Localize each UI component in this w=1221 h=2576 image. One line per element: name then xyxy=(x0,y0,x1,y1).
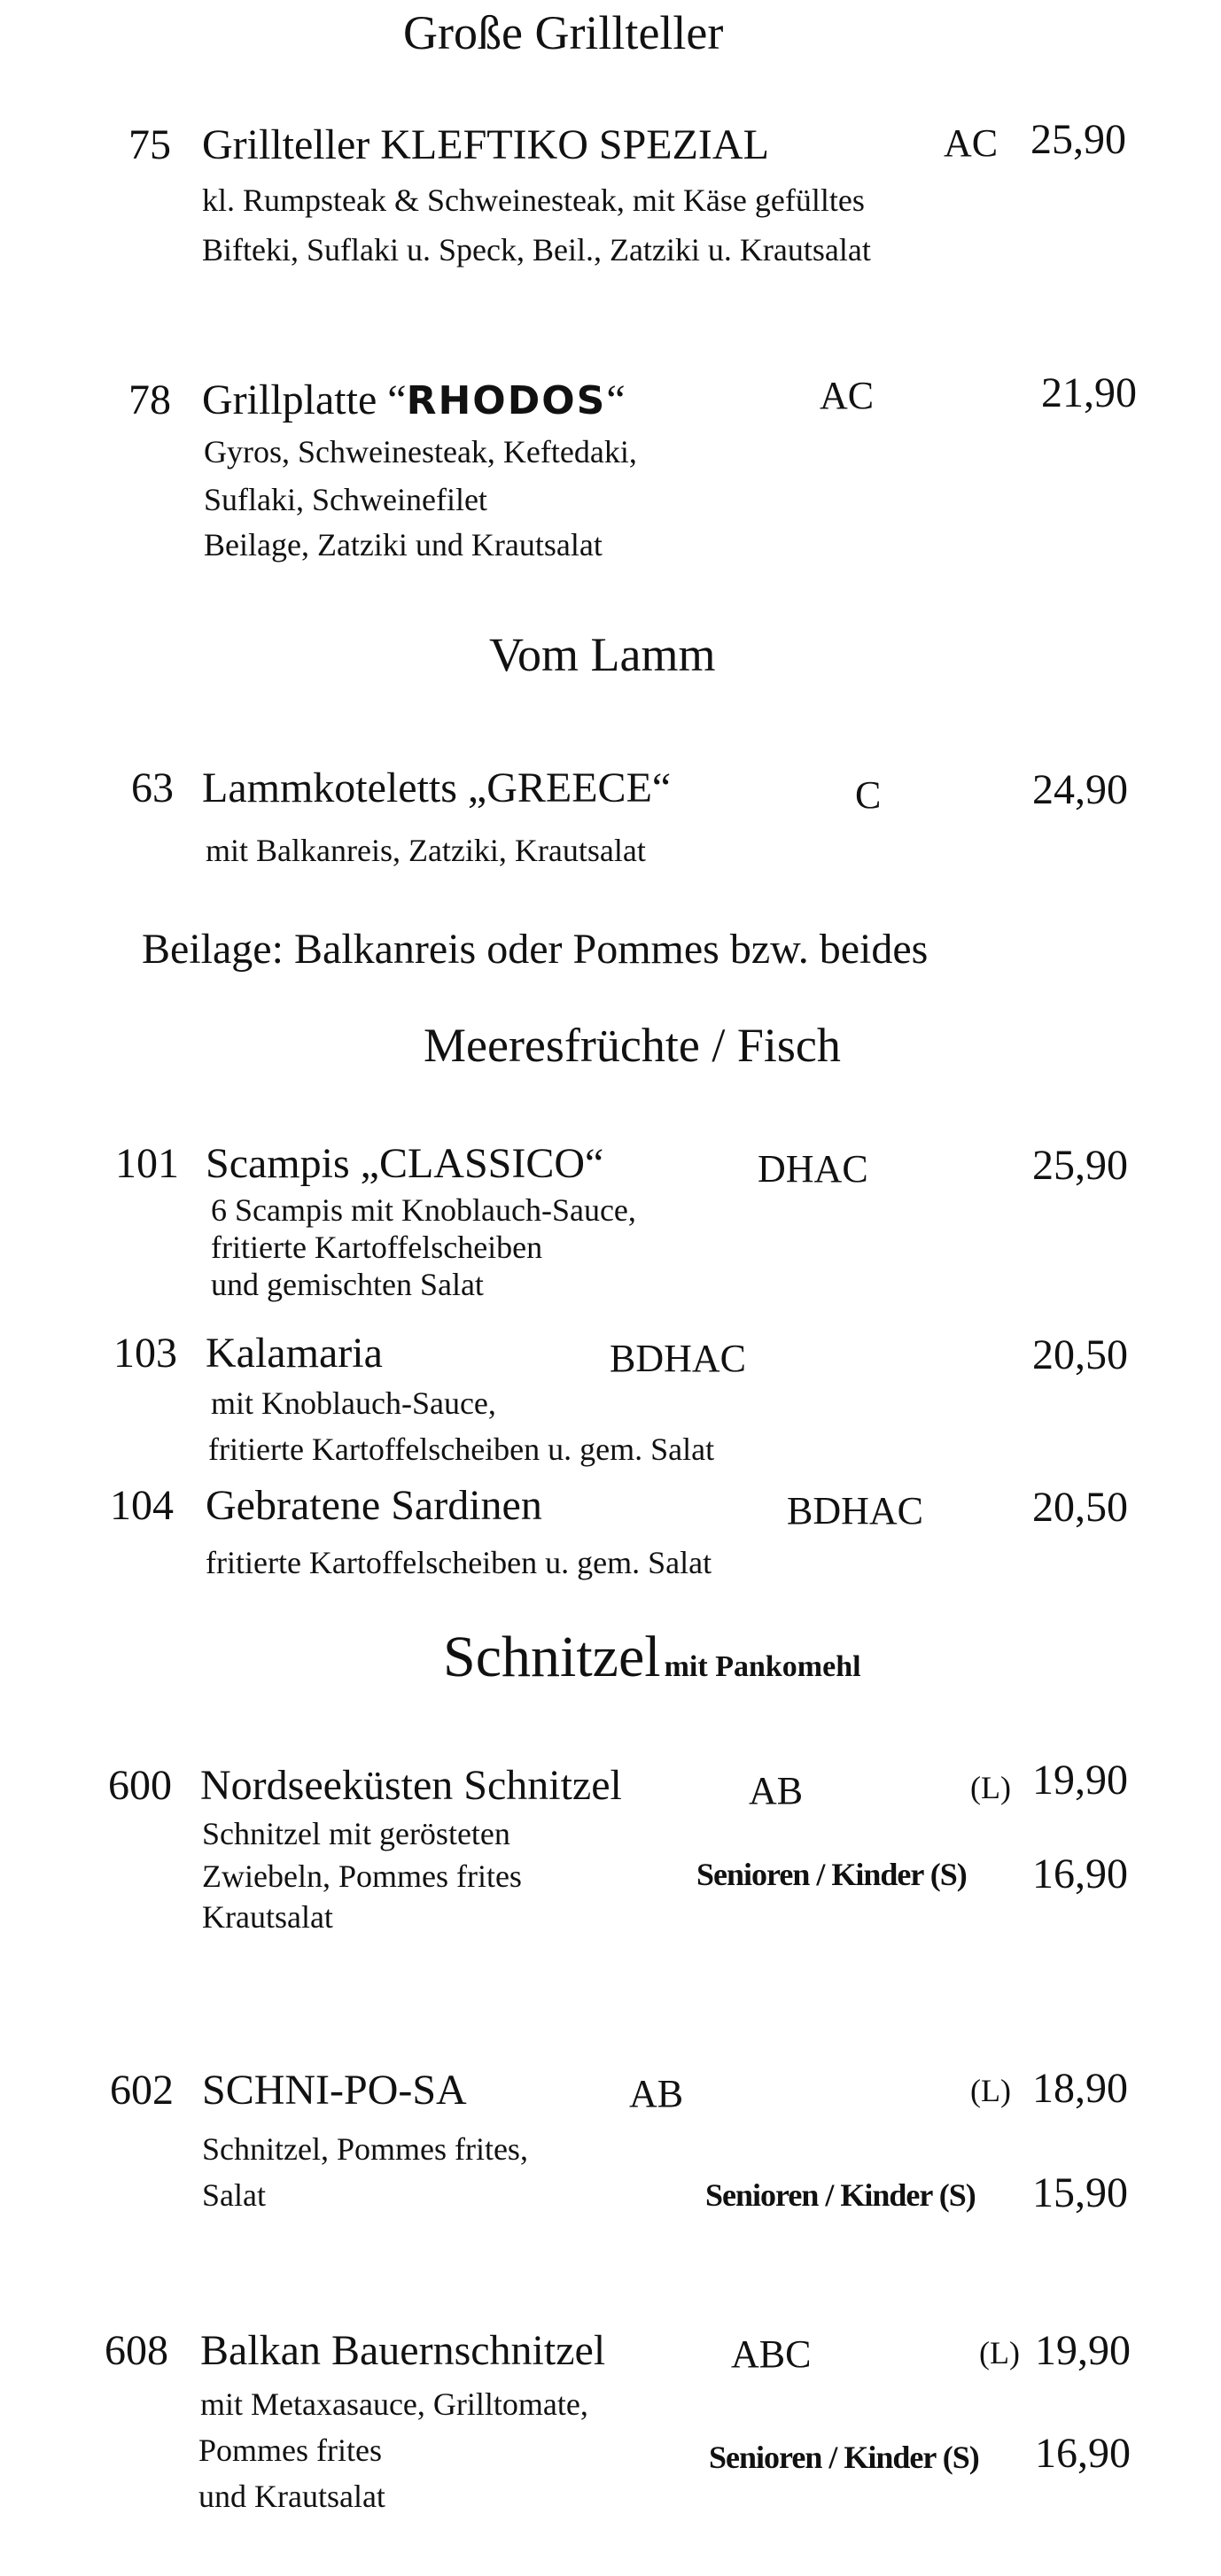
item-price-small: 16,90 xyxy=(1035,2430,1131,2477)
item-description: und gemischten Salat xyxy=(211,1267,484,1302)
item-description: mit Metaxasauce, Grilltomate, xyxy=(200,2386,588,2422)
item-number: 63 xyxy=(131,764,174,811)
item-price-large: 18,90 xyxy=(1032,2065,1128,2112)
section-title-grill: Große Grillteller xyxy=(403,6,724,59)
item-name-highlight: RHODOS xyxy=(406,378,607,423)
item-description: fritierte Kartoffelscheiben u. gem. Salat xyxy=(206,1545,712,1580)
section-title-fisch: Meeresfrüchte / Fisch xyxy=(424,1019,841,1072)
item-name: Lammkoteletts „GREECE“ xyxy=(202,764,672,811)
side-dish-note: Beilage: Balkanreis oder Pommes bzw. beides xyxy=(142,926,929,973)
allergen-code: BDHAC xyxy=(787,1489,924,1532)
item-number: 608 xyxy=(105,2327,168,2374)
senior-kids-label: Senioren / Kinder (S) xyxy=(696,1857,967,1892)
size-large-label: (L) xyxy=(970,2073,1011,2108)
item-name xyxy=(202,376,626,423)
item-name: Nordseeküsten Schnitzel xyxy=(200,1762,622,1809)
allergen-code: AC xyxy=(820,374,875,417)
item-number: 103 xyxy=(113,1330,177,1377)
item-price: 20,50 xyxy=(1032,1484,1128,1531)
item-description: Pommes frites xyxy=(198,2432,382,2468)
item-description: Gyros, Schweinesteak, Keftedaki, xyxy=(204,434,637,469)
allergen-code: AB xyxy=(629,2072,684,2115)
item-price-small: 16,90 xyxy=(1032,1851,1128,1897)
item-description: Zwiebeln, Pommes frites xyxy=(202,1858,522,1894)
item-name: Gebratene Sardinen xyxy=(206,1482,542,1529)
item-description: fritierte Kartoffelscheiben u. gem. Salat xyxy=(208,1432,715,1467)
item-description: Salat xyxy=(202,2177,266,2213)
item-description: mit Balkanreis, Zatziki, Krautsalat xyxy=(206,833,646,868)
item-name-prefix: Grillplatte “ xyxy=(202,376,407,423)
item-price: 24,90 xyxy=(1032,766,1128,813)
item-number: 602 xyxy=(110,2067,174,2114)
item-name-suffix: “ xyxy=(606,376,626,423)
item-description: Beilage, Zatziki und Krautsalat xyxy=(204,527,603,563)
item-price-large: 19,90 xyxy=(1035,2327,1131,2374)
section-subtitle: mit Pankomehl xyxy=(664,1650,861,1683)
item-description: Schnitzel mit gerösteten xyxy=(202,1816,510,1851)
senior-kids-label: Senioren / Kinder (S) xyxy=(705,2177,976,2213)
section-title-lamm: Vom Lamm xyxy=(489,628,716,681)
section-title-schnitzel xyxy=(443,1625,861,1689)
item-name: Balkan Bauernschnitzel xyxy=(200,2327,606,2374)
allergen-code: ABC xyxy=(731,2332,812,2376)
allergen-code: DHAC xyxy=(758,1147,868,1191)
item-price: 21,90 xyxy=(1041,369,1137,416)
item-number: 75 xyxy=(128,121,171,168)
section-title-text: Schnitzel xyxy=(443,1625,661,1689)
allergen-code: AB xyxy=(749,1769,804,1812)
item-description: Suflaki, Schweinefilet xyxy=(204,482,487,517)
item-description: Schnitzel, Pommes frites, xyxy=(202,2131,528,2167)
item-name: Grillteller KLEFTIKO SPEZIAL xyxy=(202,121,769,168)
item-description: mit Knoblauch-Sauce, xyxy=(211,1385,496,1421)
allergen-code: C xyxy=(855,773,882,817)
item-number: 78 xyxy=(128,376,171,423)
item-description: Krautsalat xyxy=(202,1899,333,1935)
size-large-label: (L) xyxy=(979,2335,1020,2370)
senior-kids-label: Senioren / Kinder (S) xyxy=(709,2440,979,2475)
item-description: Bifteki, Suflaki u. Speck, Beil., Zatziki u. Krautsalat xyxy=(202,232,871,268)
item-description: fritierte Kartoffelscheiben xyxy=(211,1230,543,1265)
size-large-label: (L) xyxy=(970,1770,1011,1805)
item-name: SCHNI-PO-SA xyxy=(202,2067,467,2114)
item-name: Scampis „CLASSICO“ xyxy=(206,1140,604,1187)
allergen-code: BDHAC xyxy=(610,1337,747,1380)
item-description: kl. Rumpsteak & Schweinesteak, mit Käse gefülltes xyxy=(202,182,865,218)
item-price-small: 15,90 xyxy=(1032,2169,1128,2216)
item-number: 104 xyxy=(110,1482,174,1529)
item-price: 20,50 xyxy=(1032,1331,1128,1378)
item-description: 6 Scampis mit Knoblauch-Sauce, xyxy=(211,1192,636,1228)
item-description: und Krautsalat xyxy=(198,2479,385,2514)
item-number: 600 xyxy=(108,1762,172,1809)
item-price: 25,90 xyxy=(1032,1142,1128,1189)
item-price-large: 19,90 xyxy=(1032,1757,1128,1804)
item-name: Kalamaria xyxy=(206,1330,383,1377)
allergen-code: AC xyxy=(944,121,999,165)
item-number: 101 xyxy=(115,1140,179,1187)
item-price: 25,90 xyxy=(1030,116,1126,163)
